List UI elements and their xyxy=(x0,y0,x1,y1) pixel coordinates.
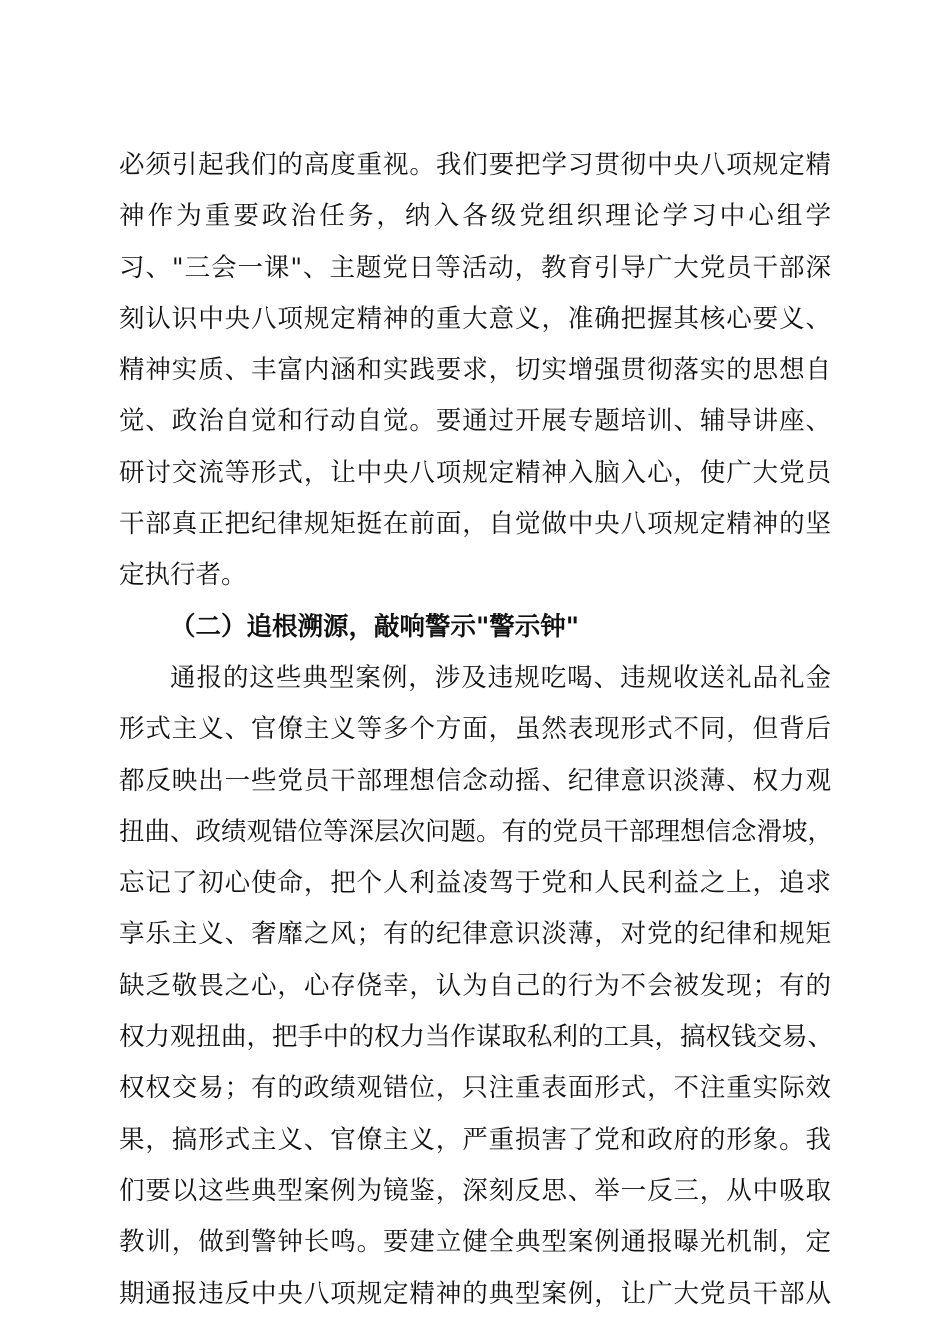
text-line: 期通报违反中央八项规定精神的典型案例，让广大党员干部从 xyxy=(119,1278,831,1309)
text-line: 们要以这些典型案例为镜鉴，深刻反思、举一反三，从中吸取 xyxy=(119,1175,831,1206)
text-line: 干部真正把纪律规矩挺在前面，自觉做中央八项规定精神的坚 xyxy=(119,509,831,540)
text-line: 刻认识中央八项规定精神的重大意义，准确把握其核心要义、 xyxy=(119,303,831,334)
text-line: 都反映出一些党员干部理想信念动摇、纪律意识淡薄、权力观 xyxy=(119,765,831,796)
document-body xyxy=(119,140,834,1320)
text-line: 精神实质、丰富内涵和实践要求，切实增强贯彻落实的思想自 xyxy=(119,355,831,386)
section-heading xyxy=(119,602,831,653)
text-line: 神作为重要政治任务，纳入各级党组织理论学习中心组学 xyxy=(119,201,831,232)
text-line: 忘记了初心使命，把个人利益凌驾于党和人民利益之上，追求 xyxy=(119,868,831,899)
section-heading-text: （二）追根溯源，敲响警示"警示钟" xyxy=(170,611,580,642)
text-line: 形式主义、官僚主义等多个方面，虽然表现形式不同，但背后 xyxy=(119,714,831,745)
text-line: 通报的这些典型案例，涉及违规吃喝、违规收送礼品礼金 xyxy=(170,662,831,693)
text-line: 扭曲、政绩观错位等深层次问题。有的党员干部理想信念滑坡， xyxy=(119,816,834,847)
text-line: 缺乏敬畏之心，心存侥幸，认为自己的行为不会被发现；有的 xyxy=(119,970,831,1001)
text-line: 果，搞形式主义、官僚主义，严重损害了党和政府的形象。我 xyxy=(119,1124,831,1155)
text-line: 觉、政治自觉和行动自觉。要通过开展专题培训、辅导讲座、 xyxy=(119,406,831,437)
text-line: 享乐主义、奢靡之风；有的纪律意识淡薄，对党的纪律和规矩 xyxy=(119,919,831,950)
text-line: 权权交易；有的政绩观错位，只注重表面形式，不注重实际效 xyxy=(119,1073,831,1104)
paragraph-continued xyxy=(119,140,831,602)
text-line: 习、"三会一课"、主题党日等活动，教育引导广大党员干部深 xyxy=(119,252,831,283)
paragraph xyxy=(119,653,834,1320)
text-line: 定执行者。 xyxy=(119,560,247,591)
text-line: 教训，做到警钟长鸣。要建立健全典型案例通报曝光机制，定 xyxy=(119,1227,831,1258)
text-line: 必须引起我们的高度重视。我们要把学习贯彻中央八项规定精 xyxy=(119,150,831,180)
text-line: 权力观扭曲，把手中的权力当作谋取私利的工具，搞权钱交易、 xyxy=(119,1022,834,1053)
text-line: 研讨交流等形式，让中央八项规定精神入脑入心，使广大党员 xyxy=(119,457,831,488)
